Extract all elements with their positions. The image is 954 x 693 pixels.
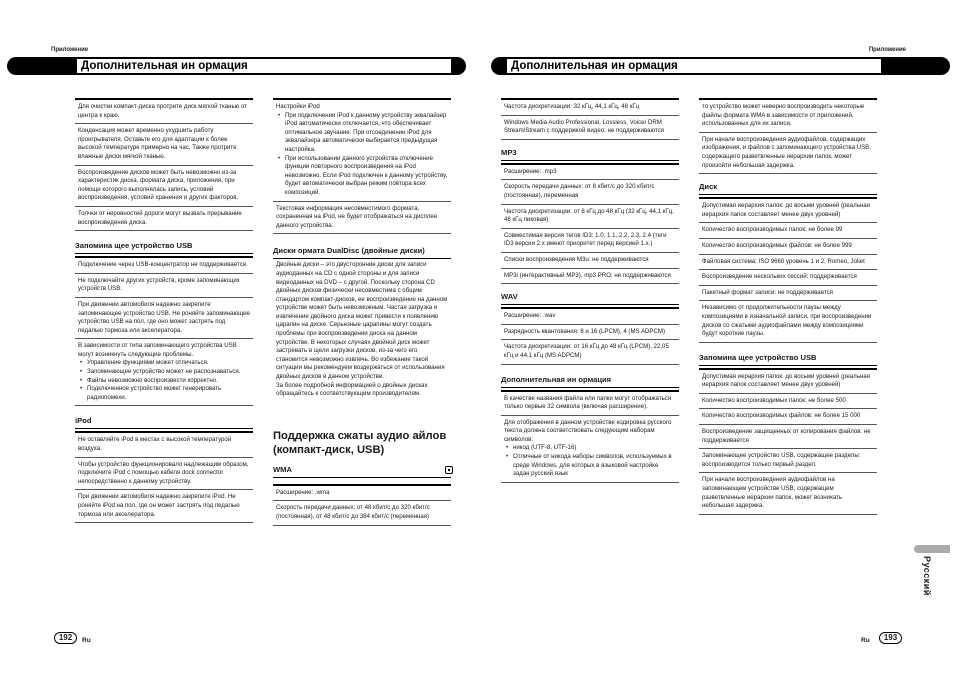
cell: Совместимая версия тегов ID3: 1.0, 1.1, 2.2, 2.3, 2.4 (теги ID3 версии 2.x имеют приоритет перед версией 1.x.) bbox=[501, 229, 679, 253]
charset-intro: Для отображения в данном устройстве кодировка русского текста должна соответствовать следующим наборам символов: bbox=[504, 418, 672, 443]
list-item: • При использовании данного устройства отключение функции повторного воспроизведения на iPod невозможно. Если iPod подключен к данному устройству, будет автоматически выбран режим повтора всех композиций. bbox=[276, 155, 448, 198]
usb-problems-cell bbox=[75, 339, 253, 406]
language-code: Ru bbox=[861, 637, 870, 644]
charset-cell bbox=[501, 416, 679, 483]
cell: При движении автомобиля надежно закрепите iPod. Не роняйте iPod на пол, где он может застрять под педалью тормоза или акселератора. bbox=[75, 490, 253, 523]
wma-section-title: WMA bbox=[273, 465, 451, 478]
cell: MP3i (интерактивный MP3), mp3 PRO: не поддерживаются bbox=[501, 269, 679, 285]
cell: Разрядность квантования: 8 и 16 (LPCM), 4 (MS ADPCM) bbox=[501, 325, 679, 341]
list-item: • При подключении iPod к данному устройству эквалайзер iPod автоматически отключается, что обеспечивает оптимальное звучание. При отсоединении iPod для эквалайзера автоматически выбирается предыдущая настройка. bbox=[276, 112, 448, 155]
cell: Допустимая иерархия папок: до восьми уровней (реальная иерархия папок составляет менее двух уровней) bbox=[699, 197, 877, 223]
list-item: • Подключенное устройство может генерировать радиопомехи. bbox=[78, 385, 250, 402]
dualdisc-text: Двойные диски – это двусторонние диски для записи аудиоданных на CD с одной стороны и для записи видеоданных на DVD – с другой. Поскольку сторона CD двойных дисков физически несовместима с общим стандартом компакт-дисков, ее воспроизведение на данном устройстве может быть невозможным. Частая загрузка и извлечение двойного диска может привести к появлению царапин на диске. Серьезные царапины могут создать проблемы при воспроизведении диска на данном устройстве. В некоторых случаях двойной диск может застревать в щели загрузки дисков, из-за чего его становится невозможно извлечь. Во избежание такой ситуации мы рекомендуем воздержаться от использования двойных дисков в данном устройстве. bbox=[276, 261, 448, 381]
cell: Допустимая иерархия папок: до восьми уровней (реальная иерархия папок составляет менее двух уровней) bbox=[699, 368, 877, 394]
section-end-icon bbox=[445, 466, 453, 474]
cell: Подключение через USB-концентратор не поддерживается. bbox=[75, 256, 253, 274]
list-item: • Отличные от никода наборы символов, используемых в среде Windows, для которых в языковой настройке задан русский язык bbox=[504, 453, 676, 479]
cell: Количество воспроизводимых файлов: не более 999 bbox=[699, 239, 877, 255]
cell: Независимо от продолжительности паузы между композициями в изначальной записи, при воспроизведении дисков со сжатыми аудиофайлами между композициями будут короткие паузы. bbox=[699, 301, 877, 342]
cell: Частота дискретизации: 32 кГц, 44,1 кГц, 48 кГц bbox=[501, 98, 679, 116]
language-side-tab bbox=[914, 545, 950, 553]
section-banner bbox=[491, 57, 950, 75]
cell: Для очистки компакт-диска протрите диск мягкой тканью от центра к краю. bbox=[75, 98, 253, 124]
cell: Воспроизведение нескольких сессий: поддерживается bbox=[699, 270, 877, 286]
usb-section-title: Запомина щее устройство USB bbox=[699, 353, 877, 366]
cell: Частота дискретизации: от 8 кГц до 48 кГц (32 кГц, 44,1 кГц, 48 кГц пиковая) bbox=[501, 205, 679, 229]
page-number: 192 bbox=[54, 632, 77, 644]
list-item: • Запоминающее устройство может не распознаваться. bbox=[78, 368, 250, 377]
cell: Пакетный формат записи: не поддерживается bbox=[699, 286, 877, 302]
cell: Количество воспроизводимых папок: не более 99 bbox=[699, 223, 877, 239]
dualdisc-more: За более подробной информацией о двойных дисках обращайтесь к соответствующим производителям. bbox=[276, 381, 428, 398]
cell: При начале воспроизведения аудиофайлов, содержащих изображения, и файлов с запоминающего устройства USB, содержащего разветвленные иерархии папок, может произойти небольшая задержка. bbox=[699, 133, 877, 174]
list-item: • Файлы невозможно воспроизвести корректно. bbox=[78, 377, 250, 386]
list-item: • никод (UTF-8, UTF-16) bbox=[504, 444, 676, 453]
appendix-label: Приложение bbox=[868, 47, 906, 53]
cell: Не подключайте других устройств, кроме запоминающих устройств USB. bbox=[75, 274, 253, 298]
usb-section-title: Запомина щее устройство USB bbox=[75, 241, 253, 254]
cell: Windows Media Audio Professional, Lossless, Voice/ DRM Stream/Stream с поддержкой видео: не поддерживаются bbox=[501, 116, 679, 140]
cell: Количество воспроизводимых папок: не более 500 bbox=[699, 394, 877, 410]
compressed-audio-heading: Поддержка сжаты аудио айлов (компакт-диск, USB) bbox=[273, 429, 447, 456]
cell: В качестве названия файла или папки могут отображаться только первые 32 символа (включая расширение). bbox=[501, 390, 679, 416]
cell: Воспроизведение защищенных от копирования файлов: не поддерживается bbox=[699, 425, 877, 449]
cell: Частота дискретизации: от 16 кГц до 48 кГц (LPCM), 22,05 кГц и 44,1 кГц (MS ADPCM) bbox=[501, 340, 679, 364]
side-language-label: Русский bbox=[922, 556, 932, 596]
ipod-settings-cell bbox=[273, 98, 451, 202]
cell: Текстовая информация несовместимого формата, сохраненная на iPod, не будет отображаться на дисплее данного устройства. bbox=[273, 202, 451, 235]
cell: Не оставляйте iPod в местах с высокой температурой воздуха. bbox=[75, 431, 253, 457]
cell: Расширение: .wav bbox=[501, 307, 679, 325]
right-column-1 bbox=[501, 98, 679, 483]
ipod-section-title: iPod bbox=[75, 416, 253, 429]
wav-section-title: WAV bbox=[501, 292, 679, 305]
extra-info-section-title: Дополнительная ин ормация bbox=[501, 375, 679, 388]
usb-problem-intro: В зависимости от типа запоминающего устройства USB могут возникнуть следующие проблемы. bbox=[78, 342, 237, 358]
cell: При начале воспроизведения аудиофайлов на запоминающем устройстве USB, содержащем разветвленные иерархии папок, может возникать небольшая задержка. bbox=[699, 473, 877, 514]
cell: Чтобы устройство функционировало надлежащим образом, подключите iPod с помощью кабеля dock connector непосредственно к данному устройству. bbox=[75, 458, 253, 491]
cell: При движении автомобиля надежно закрепите запоминающее устройство USB. Не роняйте запоминающее устройство USB на пол, где оно может застрять под педалью тормоза или акселератора. bbox=[75, 298, 253, 339]
cell: Списки воспроизведения M3u: не поддерживаются bbox=[501, 253, 679, 269]
cell: Скорость передачи данных: от 8 кбит/с до 320 кбит/с (постоянная), переменная bbox=[501, 180, 679, 204]
right-page bbox=[477, 0, 954, 693]
cell: Расширение: .wma bbox=[273, 484, 451, 502]
ipod-settings-title: Настройки iPod bbox=[276, 103, 320, 110]
section-banner bbox=[7, 57, 466, 75]
cell: Расширение: .mp3 bbox=[501, 163, 679, 181]
cell: Файловая система: ISO 9660 уровень 1 и 2, Romeo, Joliet bbox=[699, 255, 877, 271]
page-number: 193 bbox=[879, 632, 902, 644]
cell: Конденсация может временно ухудшить работу проигрывателя. Оставьте его для адаптации к более высокой температуре примерно на час. Также протрите влажные диски мягкой тканью. bbox=[75, 124, 253, 165]
cell: Толчки от неровностей дороги могут вызвать прерывание воспроизведения диска. bbox=[75, 207, 253, 231]
banner-title: Дополнительная ин ормация bbox=[77, 59, 451, 73]
cell: Воспроизведение дисков может быть невозможно из-за характеристик диска, формата диска, приложения, при помощи которого выполнялась запись, условий воспроизведения, условий хранения и других факторов. bbox=[75, 166, 253, 207]
right-column-2 bbox=[699, 98, 877, 515]
cell: Запоминающее устройство USB, содержащее разделы: воспроизводится только первый раздел. bbox=[699, 449, 877, 473]
cell: то устройство может неверно воспроизводить некоторые файлы формата WMA в зависимости от приложений, использованных для их записи. bbox=[699, 98, 877, 133]
cell: Количество воспроизводимых файлов: не более 15 000 bbox=[699, 409, 877, 425]
list-item: • Управление функциями может отличаться. bbox=[78, 359, 250, 368]
cell: Скорость передачи данных: от 48 кбит/с до 320 кбит/с (постоянная), от 48 кбит/с до 384 кбит/с (переменная) bbox=[273, 501, 451, 525]
left-column-2 bbox=[273, 98, 451, 526]
dualdisc-section-title: Диски ормата DualDisc (двойные диски) bbox=[273, 246, 451, 259]
appendix-label: Приложение bbox=[51, 47, 89, 53]
language-code: Ru bbox=[82, 637, 91, 644]
left-column-1 bbox=[75, 98, 253, 523]
banner-title: Дополнительная ин ормация bbox=[507, 59, 881, 73]
mp3-section-title: MP3 bbox=[501, 148, 679, 161]
disc-section-title: Диск bbox=[699, 182, 877, 195]
